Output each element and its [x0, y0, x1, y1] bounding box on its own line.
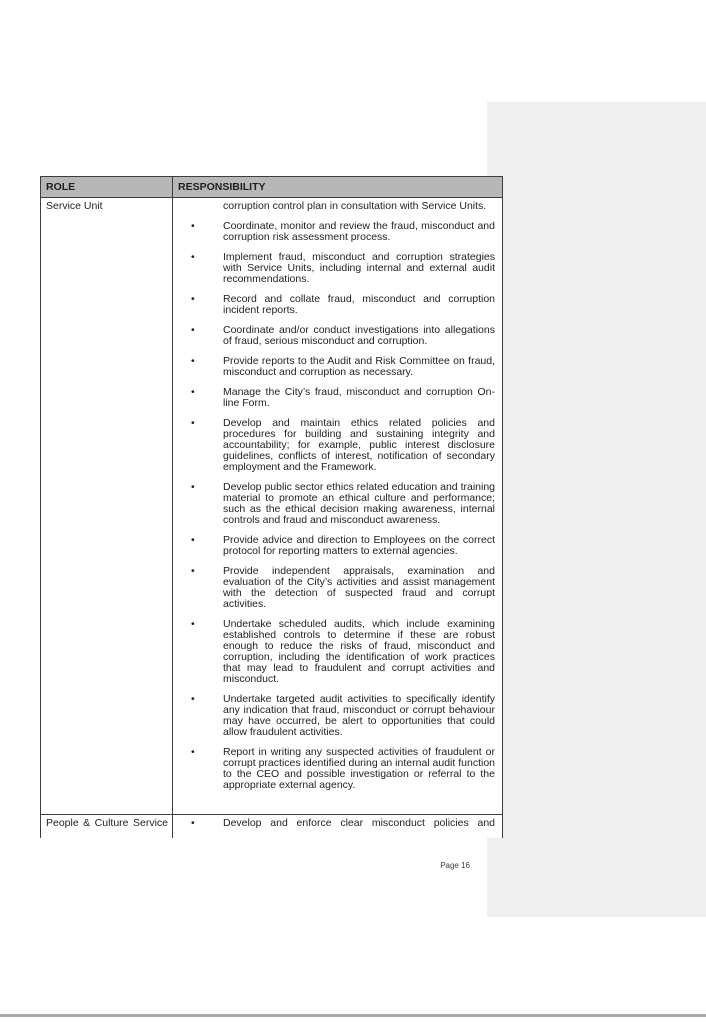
bullet-text: Coordinate and/or conduct investigations into allegations of fraud, serious misconduct and corruption.	[223, 324, 495, 347]
bullet-item	[173, 221, 495, 243]
bullet-item	[173, 294, 495, 316]
table-row-service-unit	[41, 198, 503, 815]
bullet-item	[173, 818, 495, 829]
role-cell	[41, 815, 173, 839]
bullet-marker: •	[191, 618, 195, 630]
role-label: Service Unit	[46, 200, 103, 212]
role-label: People & Culture Service	[46, 817, 168, 829]
bullet-marker: •	[191, 693, 195, 705]
bullet-marker: •	[191, 481, 195, 493]
bullet-marker: •	[191, 355, 195, 367]
continuation-paragraph: corruption control plan in consultation with Service Units.	[223, 200, 487, 212]
bullet-text: Provide independent appraisals, examination and evaluation of the City’s activities and assist management with the detection of suspected fraud and corrupt activities.	[223, 565, 495, 610]
bullet-text: Develop and maintain ethics related policies and procedures for building and sustaining integrity and accountability; for example, public interest disclosure guidelines, conflicts of interest, notification of secondary employment and the Framework.	[223, 417, 495, 473]
bullet-item	[173, 535, 495, 557]
table-header-role: ROLE	[41, 177, 173, 198]
bullet-marker: •	[191, 386, 195, 398]
bullet-item	[173, 356, 495, 378]
bullet-marker: •	[191, 534, 195, 546]
bullet-item	[173, 619, 495, 685]
bullet-item	[173, 566, 495, 610]
bullet-marker: •	[191, 746, 195, 758]
table-header-row	[41, 177, 503, 198]
bullet-text: Undertake scheduled audits, which include examining established controls to determine if these are robust enough to reduce the risks of fraud, misconduct and corruption, including the identification of work practices that may lead to fraudulent and corrupt activities and misconduct.	[223, 618, 495, 685]
role-cell	[41, 198, 173, 815]
page-margin-shading	[487, 102, 706, 917]
responsibility-cell	[173, 198, 503, 815]
bullet-marker: •	[191, 817, 195, 829]
bullet-marker: •	[191, 417, 195, 429]
bullet-marker: •	[191, 324, 195, 336]
page-number: Page 16	[440, 861, 470, 870]
bullet-text: Develop and enforce clear misconduct policies and	[223, 817, 495, 829]
bullet-item	[173, 482, 495, 526]
bullet-marker: •	[191, 293, 195, 305]
bullet-item	[173, 252, 495, 285]
table-header-responsibility: RESPONSIBILITY	[173, 177, 503, 198]
bullet-marker: •	[191, 220, 195, 232]
bullet-text: Provide reports to the Audit and Risk Committee on fraud, misconduct and corruption as necessary.	[223, 355, 495, 378]
role-responsibility-table	[40, 176, 503, 838]
bullet-text: Report in writing any suspected activities of fraudulent or corrupt practices identified during an internal audit function to the CEO and possible investigation or referral to the appropriate external agency.	[223, 746, 495, 791]
bullet-marker: •	[191, 251, 195, 263]
bullet-item	[173, 418, 495, 473]
bullet-item	[173, 325, 495, 347]
page-bottom-divider	[0, 1014, 706, 1017]
bullet-text: Implement fraud, misconduct and corruption strategies with Service Units, including internal and external audit recommendations.	[223, 251, 495, 285]
table-row-people-culture	[41, 815, 503, 839]
responsibility-cell	[173, 815, 503, 839]
bullet-item	[173, 387, 495, 409]
bullet-marker: •	[191, 565, 195, 577]
bullet-text: Develop public sector ethics related education and training material to promote an ethical culture and performance; such as the ethical decision making awareness, internal controls and fraud and misconduct awareness.	[223, 481, 496, 526]
bullet-text: Record and collate fraud, misconduct and corruption incident reports.	[223, 293, 495, 316]
bullet-item	[173, 747, 495, 791]
bullet-text: Coordinate, monitor and review the fraud, misconduct and corruption risk assessment process.	[223, 220, 495, 243]
bullet-text: Undertake targeted audit activities to specifically identify any indication that fraud, misconduct or corrupt behaviour may have occurred, be alert to opportunities that could allow fraudulent activities.	[223, 693, 495, 738]
bullet-text: Provide advice and direction to Employees on the correct protocol for reporting matters to external agencies.	[223, 534, 495, 557]
bullet-item	[173, 694, 495, 738]
bullet-text: Manage the City’s fraud, misconduct and corruption On-line Form.	[223, 386, 495, 409]
